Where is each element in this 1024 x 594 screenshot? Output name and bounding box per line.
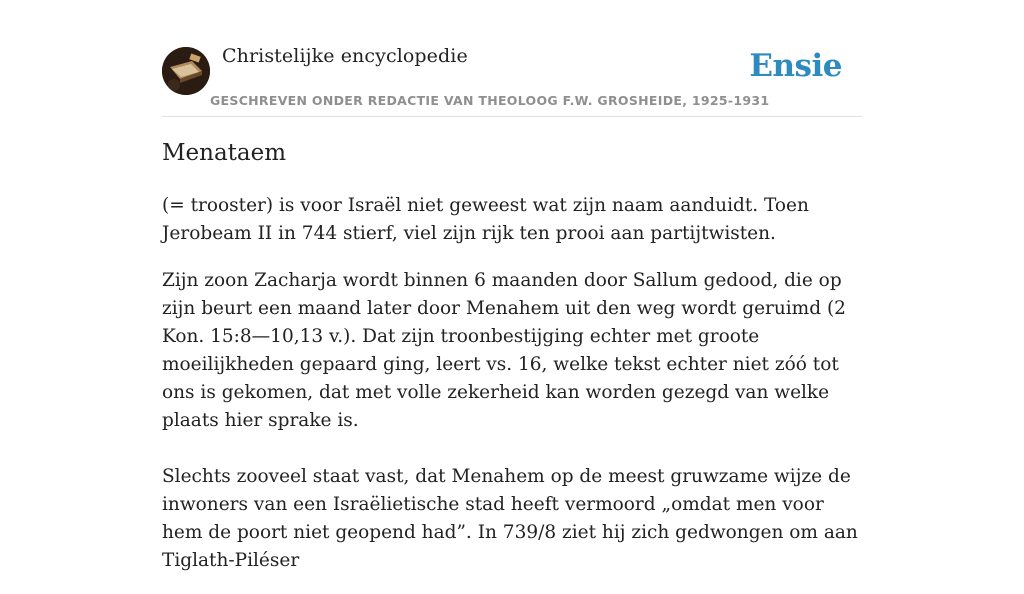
site-avatar[interactable]: [162, 47, 210, 95]
site-header: [162, 0, 862, 117]
book-photo-icon: [162, 47, 210, 95]
page-container: [162, 0, 862, 571]
site-title[interactable]: Christelijke encyclopedie: [222, 45, 468, 67]
article-paragraph-2: Zijn zoon Zacharja wordt binnen 6 maanden door Sallum gedood, die op zijn beurt een maand later door Menahem uit den weg wordt geruimd (2 Kon. 15:8—10,13 v.). Dat zijn troonbestijging echter met groote moeilijkheden gepaard ging, leert vs. 16, welke tekst echter niet zóó tot ons is gekomen, dat met volle zekerheid kan worden gezegd van welke plaats hier sprake is.: [162, 270, 846, 431]
article-body: [162, 192, 862, 594]
article-paragraph-1: (= trooster) is voor Israël niet geweest wat zijn naam aanduidt. Toen Jerobeam II in 744 stierf, viel zijn rijk ten prooi aan partijtwisten.: [162, 195, 809, 244]
site-subtitle: GESCHREVEN ONDER REDACTIE VAN THEOLOOG F.W. GROSHEIDE, 1925-1931: [210, 93, 770, 108]
brand-logo[interactable]: Ensie: [749, 48, 842, 84]
article-title: Menataem: [162, 140, 287, 166]
article-paragraph-3: Slechts zooveel staat vast, dat Menahem op de meest gruwzame wijze de inwoners van een Israëlietische stad heeft vermoord „omdat men voor hem de poort niet geopend had”. In 739/8 ziet hij zich gedwongen om aan Tiglath-Piléser: [162, 466, 858, 571]
